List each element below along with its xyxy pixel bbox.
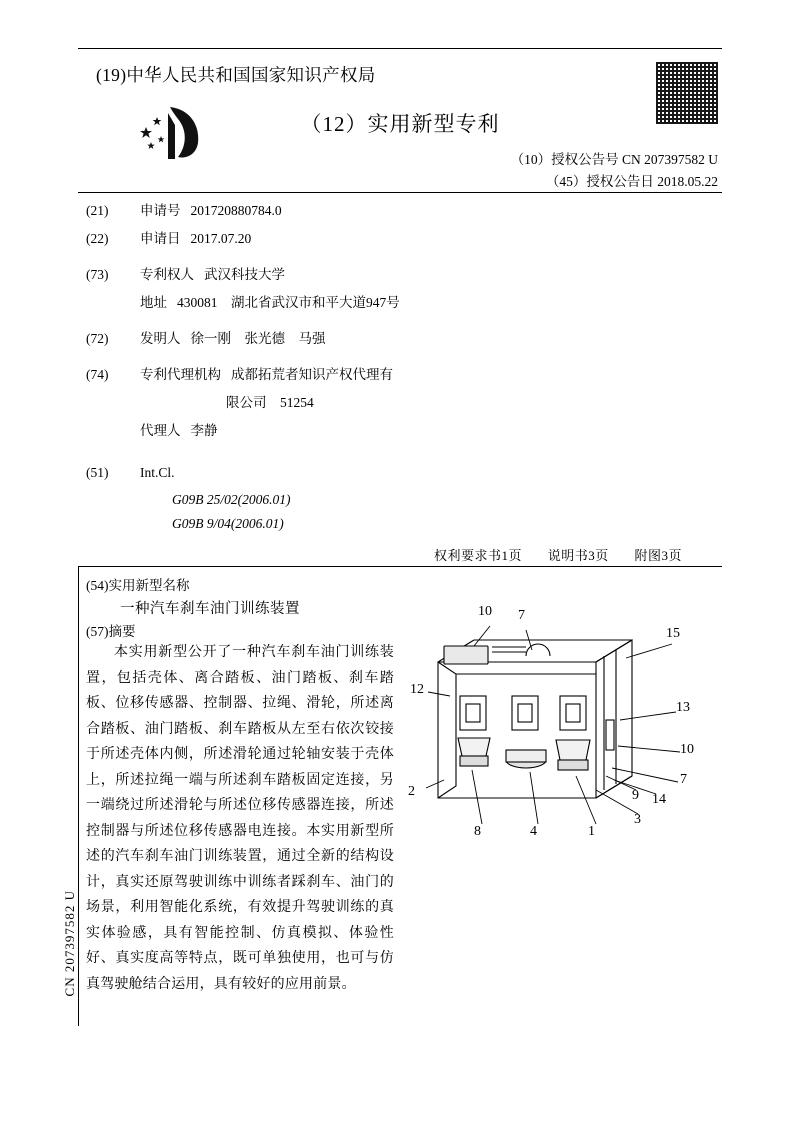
agency-code: (74) <box>86 367 109 382</box>
drawings-page-count: 附图3页 <box>634 548 682 563</box>
application-number-row <box>86 198 646 224</box>
application-number-code: (21) <box>86 203 109 218</box>
application-date-row <box>86 226 646 252</box>
agent-row <box>86 418 646 444</box>
intcl-row <box>86 460 646 486</box>
figure-callout-8: 8 <box>474 824 481 839</box>
publication-date-value: 2018.05.22 <box>657 174 718 189</box>
agent-label: 代理人 <box>140 423 181 438</box>
publication-date-label: （45）授权公告日 <box>545 174 654 189</box>
application-date-value: 2017.07.20 <box>190 231 252 246</box>
figure-callout-15: 15 <box>666 626 680 641</box>
figure-callout-9: 9 <box>632 788 639 803</box>
spacer <box>86 446 646 454</box>
figure-callout-14: 14 <box>652 792 666 807</box>
spacer <box>86 354 646 362</box>
figure-callout-3: 3 <box>634 812 641 827</box>
applicant-code: (73) <box>86 267 109 282</box>
qr-code <box>656 62 718 124</box>
office-code: (19) <box>96 65 127 85</box>
application-number-value: 201720880784.0 <box>190 203 282 218</box>
application-date-code: (22) <box>86 231 109 246</box>
spacer <box>86 254 646 262</box>
abstract-text: 本实用新型公开了一种汽车刹车油门训练装置，包括壳体、离合踏板、油门踏板、刹车踏板、位移传感器、控制器、拉绳、滑轮，所述离合踏板、油门踏板、刹车踏板从左至右依次铰接于所述壳体内侧，所述滑轮通过轮轴安装于壳体上，所述拉绳一端与所述刹车踏板固定连接，另一端绕过所述滑轮与所述位移传感器连接，所述控制器与所述位移传感器电连接。本实用新型所述的汽车刹车油门训练装置，通过全新的结构设计，真实还原驾驶训练中训练者踩刹车、油门的场景，利用智能化系统，有效提升驾驶训练的真实体验感，具有智能控制、仿真模拟、体验性好、真实度高等特点，既可单独使用，也可与仿真驾驶舱结合运用，具有较好的应用前景。 <box>86 645 394 992</box>
header-bottom-rule <box>78 566 722 567</box>
address-row <box>86 290 646 316</box>
agency-continuation-row <box>86 390 646 416</box>
address-label: 地址 <box>140 295 167 310</box>
publication-number-value: CN 207397582 U <box>621 152 718 167</box>
description-page-count: 说明书3页 <box>547 548 609 563</box>
ipc-class-0: G09B 25/02(2006.01) <box>172 492 291 507</box>
invention-title-code: (54)实用新型名称 <box>86 578 190 593</box>
office-line <box>96 62 376 87</box>
document-type-title: （12）实用新型专利 <box>300 112 500 136</box>
figure-callout-7a: 7 <box>518 608 525 623</box>
intcl-label: Int.Cl. <box>140 465 175 480</box>
office-name: 中华人民共和国国家知识产权局 <box>126 65 376 85</box>
publication-date-line <box>546 170 718 190</box>
inventors-label: 发明人 <box>140 331 181 346</box>
invention-title: 一种汽车刹车油门训练装置 <box>120 601 300 617</box>
inventors-value: 徐一刚 张光德 马强 <box>190 331 326 346</box>
agency-value: 成都拓荒者知识产权代理有 <box>231 367 393 382</box>
figure-callout-10a: 10 <box>478 604 492 619</box>
application-number-label: 申请号 <box>140 203 181 218</box>
abstract-code: (57)摘要 <box>86 624 136 639</box>
bibliographic-block <box>86 198 646 536</box>
agency-continuation-value: 限公司 51254 <box>226 395 314 410</box>
figure-callout-2: 2 <box>408 784 415 799</box>
inventors-row <box>86 326 646 352</box>
agency-label: 专利代理机构 <box>140 367 221 382</box>
abstract-figure <box>400 600 730 880</box>
publication-number-line <box>511 148 718 168</box>
applicant-label: 专利权人 <box>140 267 194 282</box>
left-column-rule <box>78 566 79 1026</box>
address-value: 430081 湖北省武汉市和平大道947号 <box>177 295 400 310</box>
applicant-value: 武汉科技大学 <box>204 267 285 282</box>
agent-value: 李静 <box>190 423 218 438</box>
intcl-code: (51) <box>86 465 109 480</box>
claims-page-count: 权利要求书1页 <box>433 548 522 563</box>
figure-callout-1: 1 <box>588 824 595 839</box>
ipc-class-1: G09B 9/04(2006.01) <box>172 516 284 531</box>
agency-row <box>86 362 646 388</box>
application-date-label: 申请日 <box>140 231 181 246</box>
figure-callout-13: 13 <box>676 700 690 715</box>
figure-drawing <box>400 600 730 880</box>
header-top-rule <box>78 48 722 49</box>
header-mid-rule <box>78 192 722 193</box>
figure-callout-7b: 7 <box>680 772 687 787</box>
inventors-code: (72) <box>86 331 109 346</box>
applicant-row <box>86 262 646 288</box>
publication-number-label: （10）授权公告号 <box>510 152 619 167</box>
figure-callout-4: 4 <box>530 824 537 839</box>
figure-callout-10b: 10 <box>680 742 694 757</box>
spacer <box>86 318 646 326</box>
page-counts <box>434 545 682 564</box>
side-publication-code: CN 207397582 U <box>62 890 77 997</box>
figure-callout-12: 12 <box>410 682 424 697</box>
